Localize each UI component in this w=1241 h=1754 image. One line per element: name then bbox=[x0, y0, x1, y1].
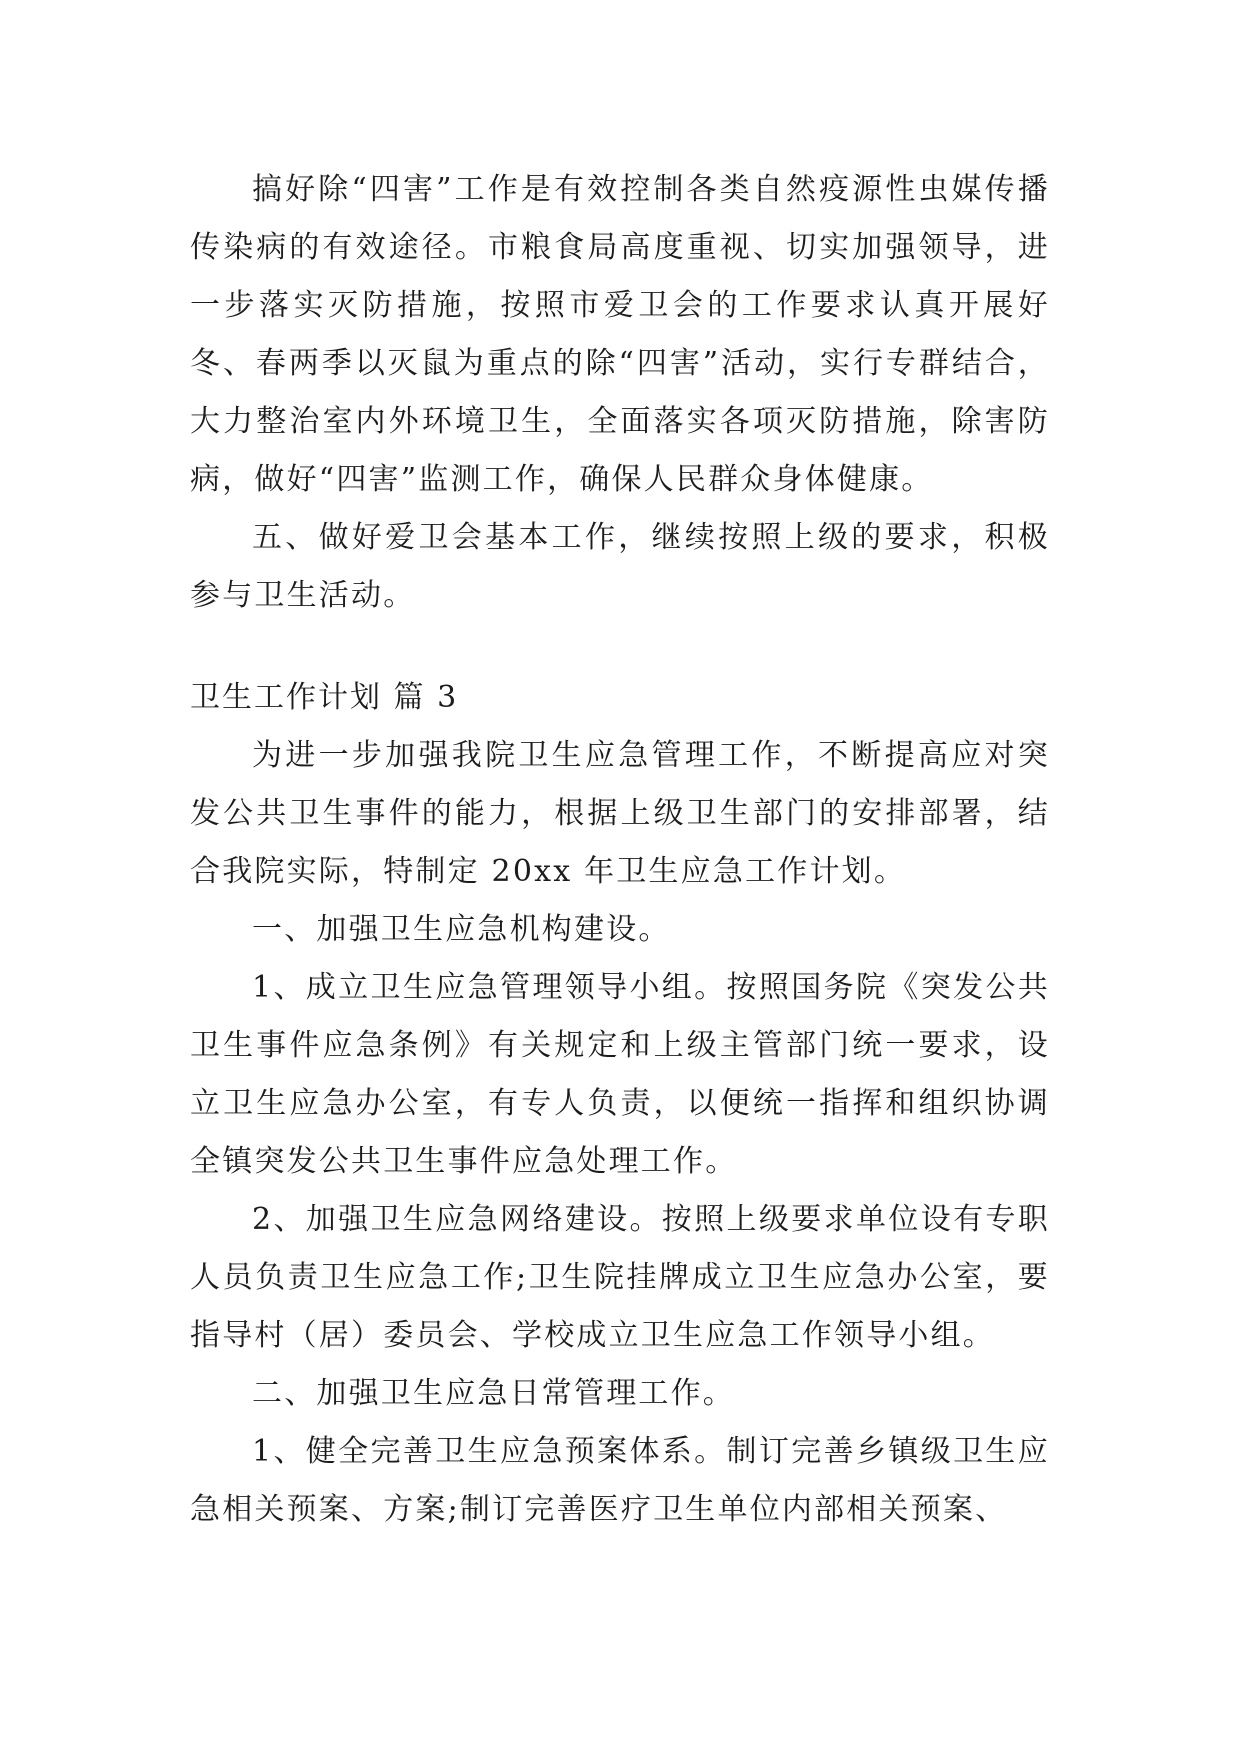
paragraph-intro: 为进一步加强我院卫生应急管理工作，不断提高应对突发公共卫生事件的能力，根据上级卫生部门的安排部署，结合我院实际，特制定 20xx 年卫生应急工作计划。 bbox=[190, 738, 1050, 889]
paragraph-section-two: 二、加强卫生应急日常管理工作。 bbox=[252, 1376, 735, 1411]
paragraph-section-one: 一、加强卫生应急机构建设。 bbox=[252, 912, 671, 947]
section-heading: 卫生工作计划 篇 3 bbox=[190, 680, 459, 715]
paragraph-item-1-2: 2、加强卫生应急网络建设。按照上级要求单位设有专职人员负责卫生应急工作;卫生院挂牌成立卫生应急办公室，要指导村（居）委员会、学校成立卫生应急工作领导小组。 bbox=[190, 1202, 1050, 1353]
paragraph-item-2-1: 1、健全完善卫生应急预案体系。制订完善乡镇级卫生应急相关预案、方案;制订完善医疗卫生单位内部相关预案、 bbox=[190, 1434, 1050, 1527]
paragraph-item-1-1: 1、成立卫生应急管理领导小组。按照国务院《突发公共卫生事件应急条例》有关规定和上级主管部门统一要求，设立卫生应急办公室，有专人负责，以便统一指挥和组织协调全镇突发公共卫生事件应急处理工作。 bbox=[190, 970, 1050, 1179]
paragraph-four-pests: 搞好除“四害”工作是有效控制各类自然疫源性虫媒传播传染病的有效途径。市粮食局高度重视、切实加强领导，进一步落实灭防措施，按照市爱卫会的工作要求认真开展好冬、春两季以灭鼠为重点的除“四害”活动，实行专群结合，大力整治室内外环境卫生，全面落实各项灭防措施，除害防病，做好“四害”监测工作，确保人民群众身体健康。 bbox=[190, 172, 1050, 497]
document-body bbox=[190, 161, 1050, 1539]
paragraph-item-five: 五、做好爱卫会基本工作，继续按照上级的要求，积极参与卫生活动。 bbox=[190, 520, 1050, 613]
